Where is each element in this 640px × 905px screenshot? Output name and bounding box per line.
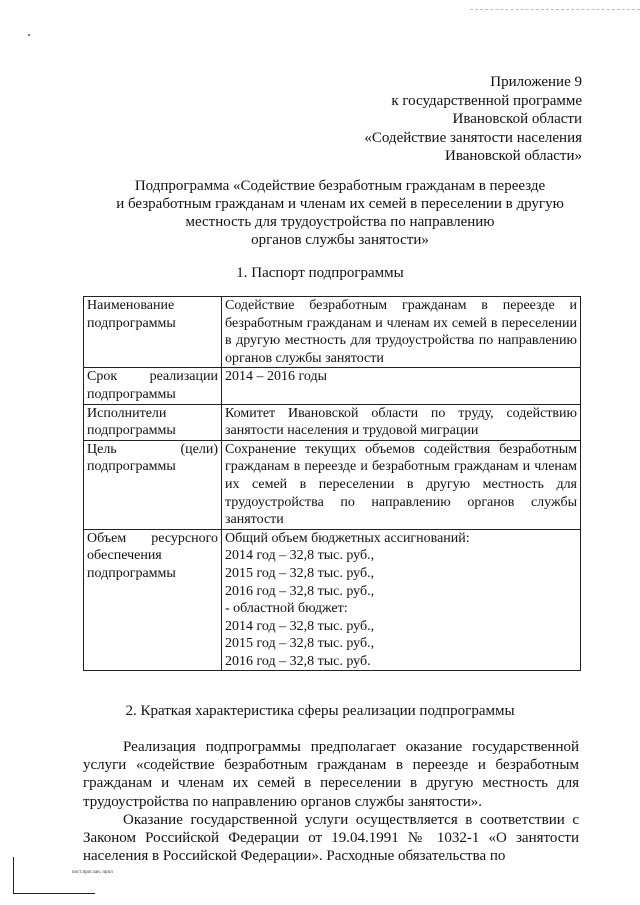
scan-corner-mark [13,893,95,894]
passport-value: Комитет Ивановской области по труду, содействию занятости населения и трудовой миграции [222,404,581,440]
passport-label: Цель (цели) подпрограммы [84,440,222,529]
funding-line: 2016 год – 32,8 тыс. руб. [225,653,371,669]
scan-edge-line [470,9,640,10]
passport-label: Исполнители подпрограммы [84,404,222,440]
passport-value [222,529,581,671]
subprogram-title-line: Подпрограмма «Содействие безработным гражданам в переезде [134,178,546,194]
funding-line: - областной бюджет: [225,601,348,617]
appendix-header [364,73,582,166]
appendix-line: к государственной программе [391,92,582,109]
passport-value: Содействие безработным гражданам в переезде и безработным гражданам и членам их семей в переселении в другую местность для трудоустройства по направлению органов службы занятости [222,297,581,368]
footer-file-note: пост.прог.зан. прил [72,870,113,875]
funding-line: 2014 год – 32,8 тыс. руб., [225,618,375,634]
body-paragraph: Оказание государственной услуги осуществляется в соответствии с Законом Российской Федерации от 19.04.1991 № 1032-1 «О занятости населения в Российской Федерации». Расходные обязательства по [83,811,579,865]
appendix-line: Ивановской области» [445,148,582,164]
body-paragraph: Реализация подпрограммы предполагает оказание государственной услуги «содействие безработным гражданам в переезде и безработным гражданам и членам их семей в переселении в другую местность для трудоустройства по направлению органов службы занятости». [83,739,579,810]
subprogram-title [60,177,620,249]
subprogram-title-line: местность для трудоустройства по направлению [185,214,495,230]
section2-heading: 2. Краткая характеристика сферы реализации подпрограммы [125,703,515,719]
passport-label: Срок реализации подпрограммы [84,368,222,404]
subprogram-title-line: и безработным гражданам и членам их семей в переселении в другую [116,196,564,212]
funding-line: 2015 год – 32,8 тыс. руб., [225,636,375,652]
passport-value: Сохранение текущих объемов содействия безработным гражданам в переезде и безработным гражданам и членам их семей в переселении в другую местность для трудоустройства по направлению органов службы занятости [222,440,581,529]
passport-row-funding [84,529,581,671]
passport-value: 2014 – 2016 годы [222,368,581,404]
passport-table [83,296,581,671]
subprogram-title-line: органов службы занятости» [251,232,429,248]
funding-line: 2016 год – 32,8 тыс. руб., [225,583,375,599]
funding-line: 2014 год – 32,8 тыс. руб., [225,548,375,564]
appendix-line: Приложение 9 [490,74,582,90]
passport-label: Объем ресурсного обеспечения подпрограммы [84,529,222,671]
appendix-line: Ивановской области [452,111,582,127]
funding-line: Общий объем бюджетных ассигнований: [225,530,470,546]
section1-heading: 1. Паспорт подпрограммы [236,265,404,281]
appendix-line: «Содействие занятости населения [364,129,582,146]
scan-corner-mark [13,857,14,893]
passport-row-executors [84,404,581,440]
passport-row-name [84,297,581,368]
scan-speck [28,34,30,36]
funding-line: 2015 год – 32,8 тыс. руб., [225,565,375,581]
passport-row-term [84,368,581,404]
passport-row-goal [84,440,581,529]
passport-label: Наименование подпрограммы [84,297,222,368]
body-text [83,738,579,865]
